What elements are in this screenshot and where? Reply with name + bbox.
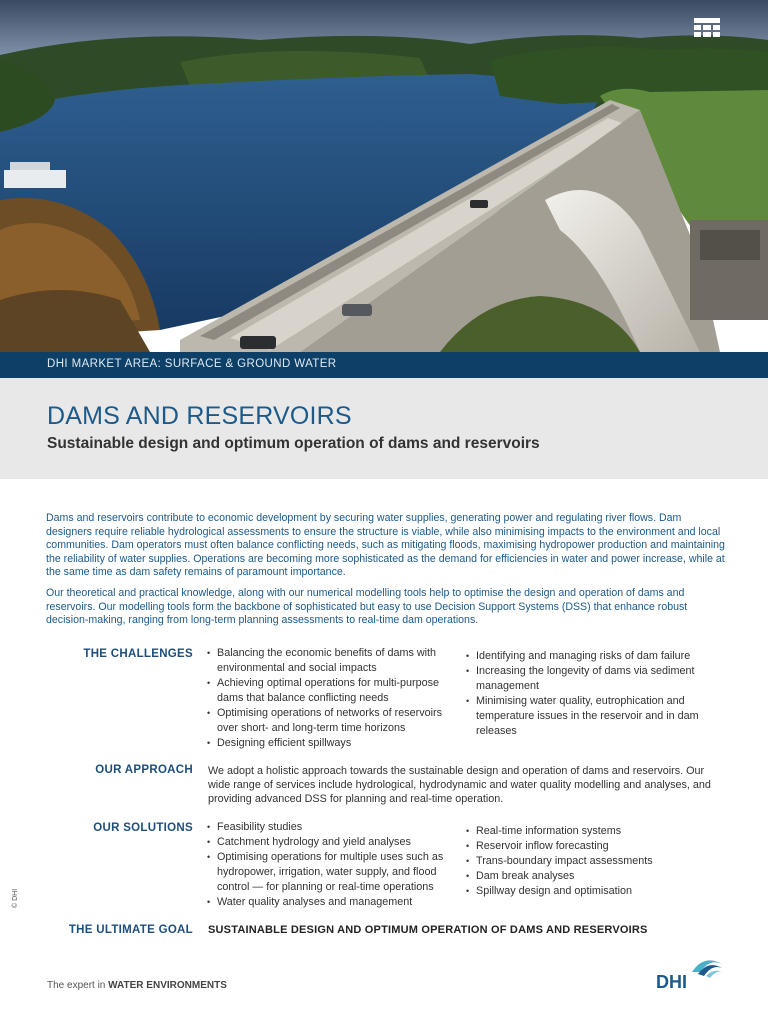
list-item: • Catchment hydrology and yield analyses (207, 835, 463, 850)
list-item: • Dam break analyses (466, 869, 728, 884)
market-area-label: DHI MARKET AREA: SURFACE & GROUND WATER (47, 358, 337, 370)
dhi-logo-icon (652, 950, 724, 992)
list-item: • Minimising water quality, eutrophication and temperature issues in the reservoir and in dam releases (466, 694, 728, 739)
page-subtitle: Sustainable design and optimum operation of dams and reservoirs (47, 435, 540, 452)
page-title: DAMS AND RESERVOIRS (47, 402, 352, 430)
title-block (0, 378, 768, 479)
challenges-list-left (207, 646, 463, 751)
intro-paragraph: Our theoretical and practical knowledge, along with our numerical modelling tools help to optimise the design and operation of dams and reservoirs. Our modelling tools form the backbone of sophisticated but easy to use Decision Support Systems (DSS) that enhance robust decision-making, ranging from long-term planning assessments to real-time dam operations. (46, 586, 688, 627)
list-item: • Identifying and managing risks of dam failure (466, 649, 728, 664)
intro-text (46, 512, 726, 635)
list-item: • Balancing the economic benefits of dams with environmental and social impacts (207, 646, 463, 676)
goal-label: THE ULTIMATE GOAL (68, 924, 193, 936)
list-item: • Optimising operations of networks of reservoirs over short- and long-term time horizons (207, 706, 463, 736)
list-item: • Reservoir inflow forecasting (466, 839, 728, 854)
logo-text: DHI (656, 972, 687, 992)
approach-text: We adopt a holistic approach towards the sustainable design and operation of dams and reservoirs. Our wide range of services include hydrological, hydrodynamic and water quality modelling and analyses, and providing advanced DSS for planning and real-time operation. (208, 765, 711, 805)
list-item: • Trans-boundary impact assessments (466, 854, 728, 869)
list-item: • Increasing the longevity of dams via sediment management (466, 664, 728, 694)
solutions-label: OUR SOLUTIONS (93, 822, 193, 834)
hero-photo-dam (0, 0, 768, 352)
list-item: • Real-time information systems (466, 824, 728, 839)
footer-tagline (47, 980, 227, 991)
challenges-label: THE CHALLENGES (83, 648, 193, 660)
list-item: • Spillway design and optimisation (466, 884, 728, 899)
copyright-notice: © DHI (12, 888, 19, 908)
list-item: • Feasibility studies (207, 820, 463, 835)
tagline-strong: WATER ENVIRONMENTS (108, 980, 227, 991)
list-item: • Designing efficient spillways (207, 736, 463, 751)
list-item: • Achieving optimal operations for multi-purpose dams that balance conflicting needs (207, 676, 463, 706)
approach-label: OUR APPROACH (95, 764, 193, 776)
challenges-list-right (466, 649, 728, 739)
market-area-band (0, 352, 768, 378)
list-item: • Optimising operations for multiple uses such as hydropower, irrigation, water supply, and flood control — for planning or real-time operations (207, 850, 463, 895)
solutions-list-left (207, 820, 463, 910)
goal-text: SUSTAINABLE DESIGN AND OPTIMUM OPERATION OF DAMS AND RESERVOIRS (208, 924, 648, 936)
intro-paragraph: Dams and reservoirs contribute to economic development by securing water supplies, generating power and regulating river flows. Dam designers require reliable hydrological assessments to ensure the structure is viable, while also minimising impacts to the environment and local communities. Dam operators must often balance conflicting needs, such as mitigating floods, maximising hydropower production and maintaining the reliability of water supplies. Operations are becoming more sophisticated as the demand for efficiencies in water and power increase, while at the same time as dam safety remains of paramount importance. (46, 512, 725, 579)
dam-illustration (0, 0, 768, 352)
tagline-prefix: The expert in (47, 980, 109, 991)
solutions-list-right (466, 824, 728, 899)
list-item: • Water quality analyses and management (207, 895, 463, 910)
dhi-grid-icon (694, 18, 720, 38)
